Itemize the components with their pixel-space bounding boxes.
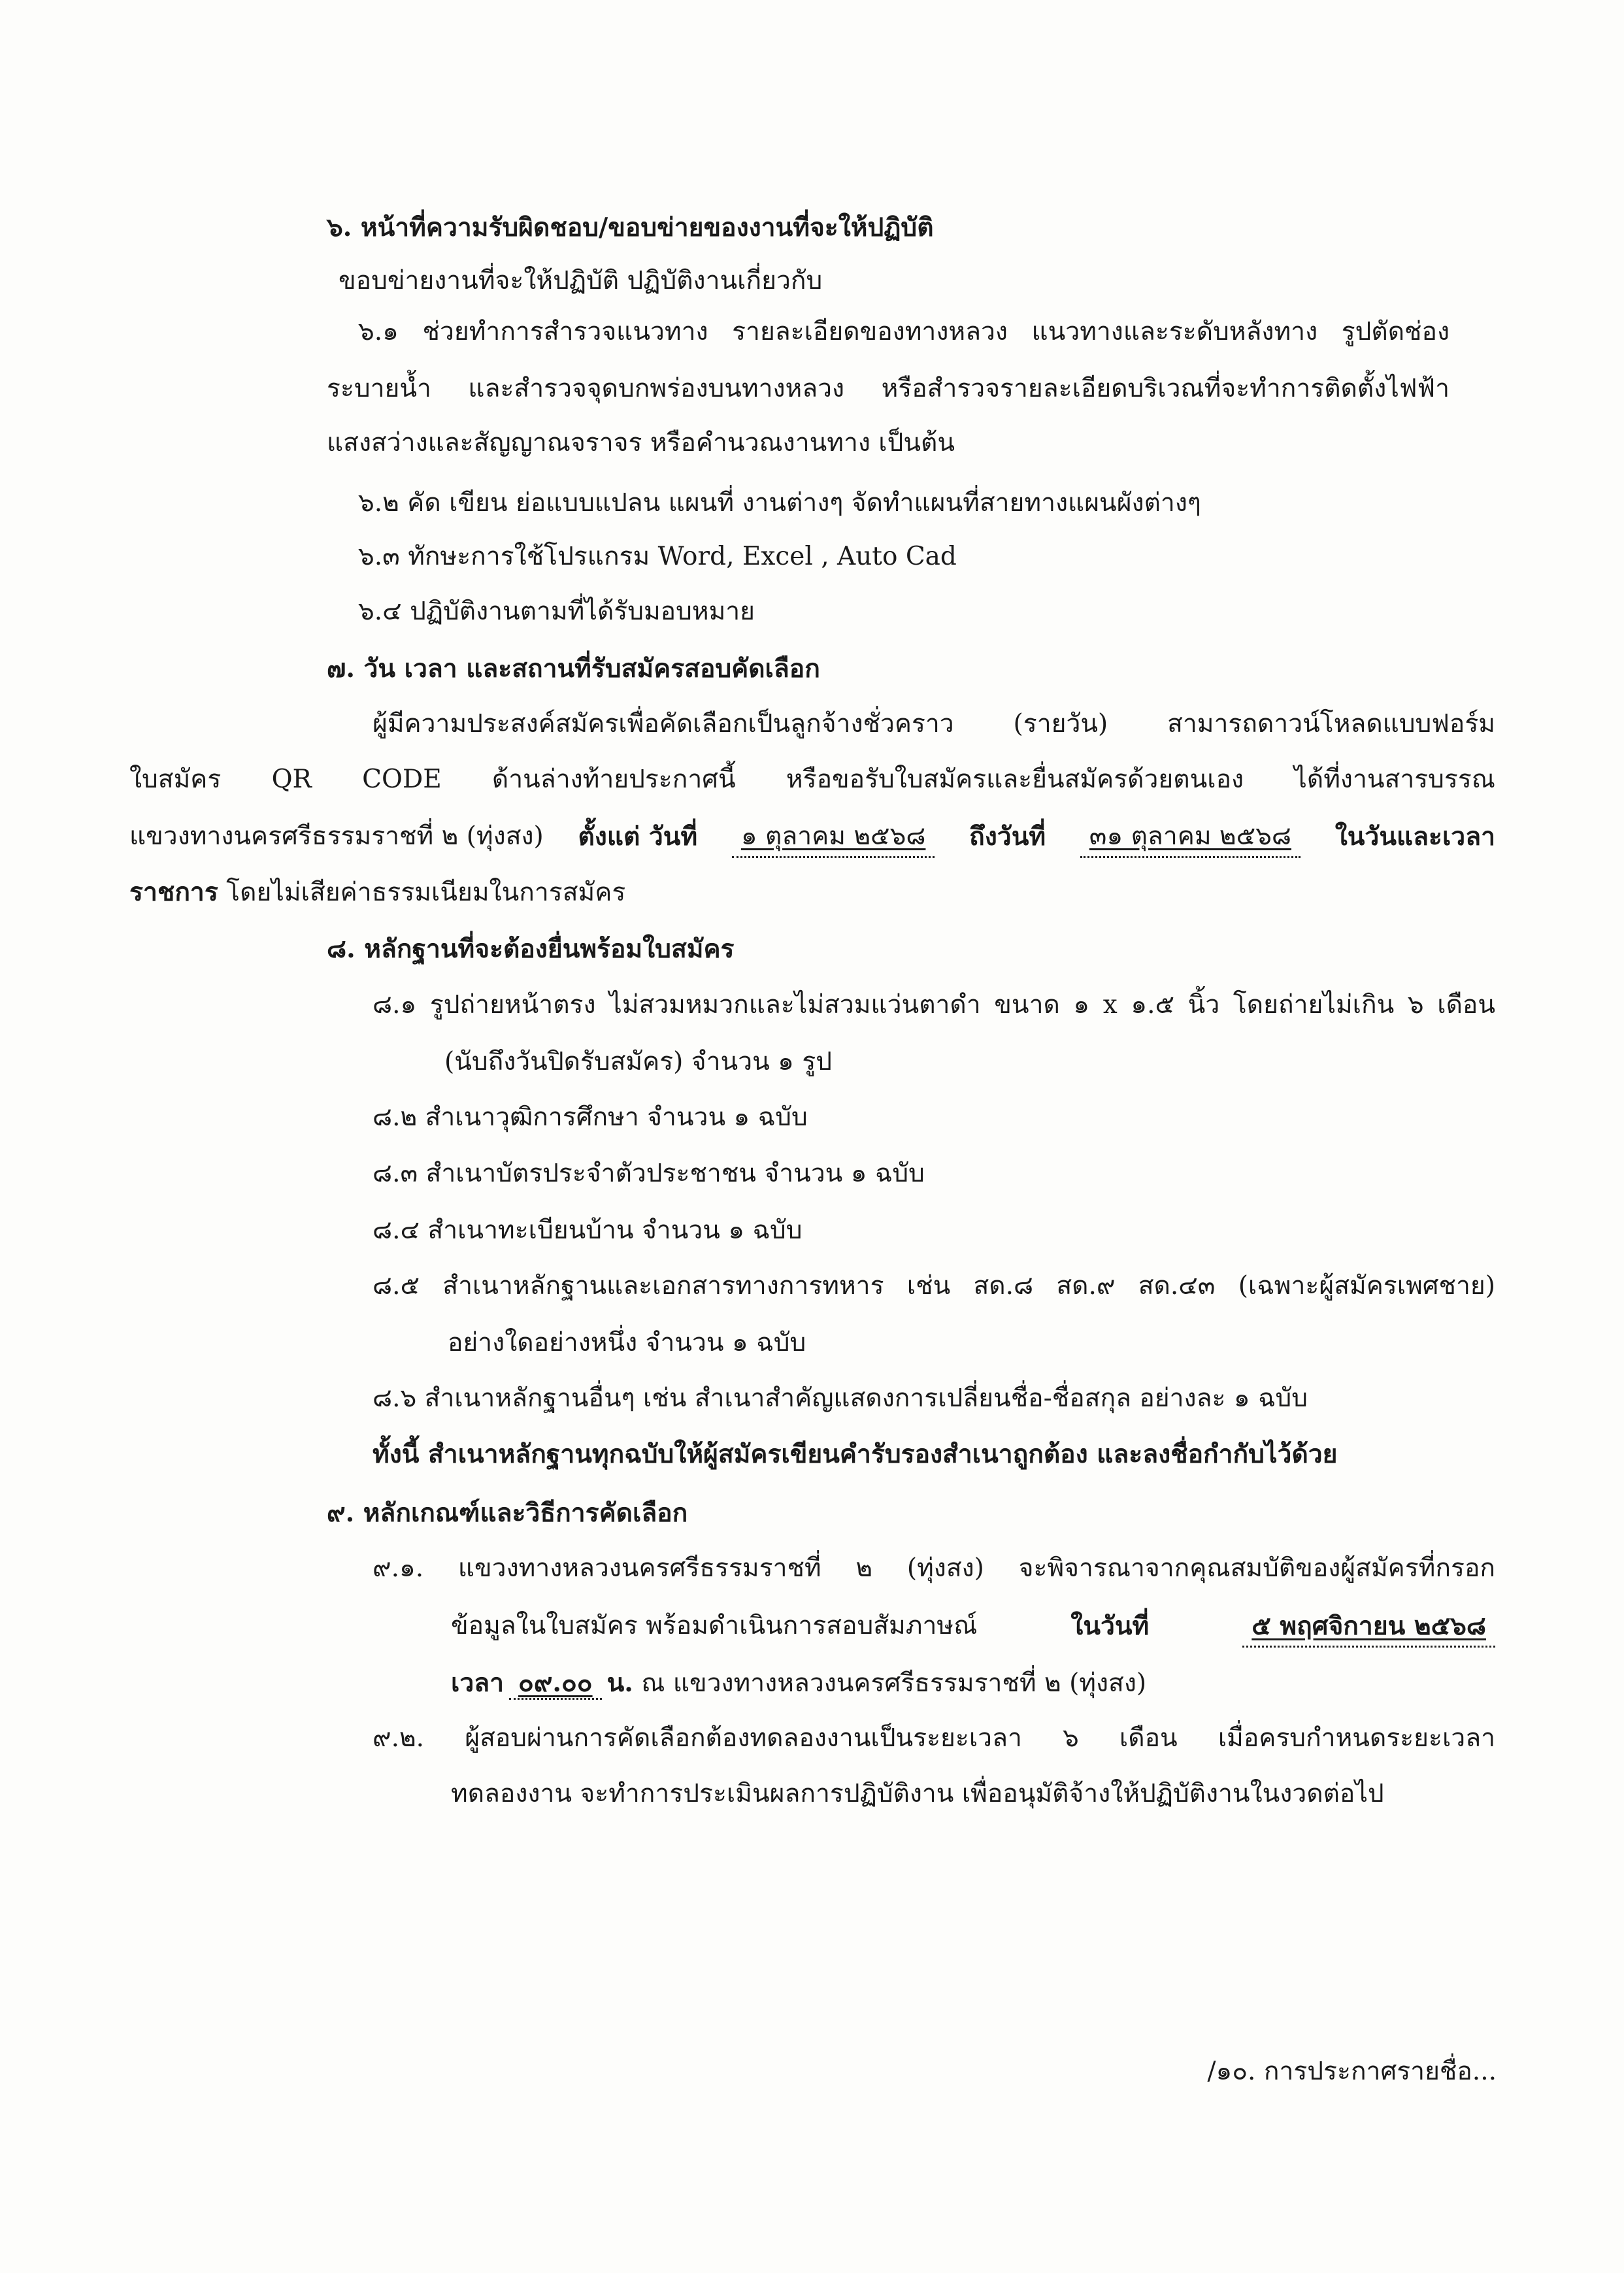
interview-time: ๐๙.๐๐ — [509, 1668, 602, 1700]
section-7-para-line1: ผู้มีความประสงค์สมัครเพื่อคัดเลือกเป็นลูกจ้างชั่วคราว (รายวัน) สามารถดาวน์โหลดแบบฟอร์ม — [373, 709, 1495, 738]
item-9-1-line1: ๙.๑. แขวงทางหลวงนครศรีธรรมราชที่ ๒ (ทุ่งสง) จะพิจารณาจากคุณสมบัติของผู้สมัครที่กรอก — [373, 1553, 1495, 1583]
section-6-intro: ขอบข่ายงานที่จะให้ปฏิบัติ ปฏิบัติงานเกี่ยวกับ — [339, 266, 823, 295]
item-8-1-line2: (นับถึงวันปิดรับสมัคร) จำนวน ๑ รูป — [444, 1047, 833, 1076]
item-8-5-line2: อย่างใดอย่างหนึ่ง จำนวน ๑ ฉบับ — [448, 1328, 806, 1357]
item-6-1-line2: ระบายน้ำ และสำรวจจุดบกพร่องบนทางหลวง หรือสำรวจรายละเอียดบริเวณที่จะทำการติดตั้งไฟฟ้า — [327, 374, 1450, 403]
section-7-heading: ๗. วัน เวลา และสถานที่รับสมัครสอบคัดเลือก — [327, 654, 820, 684]
section-8-heading: ๘. หลักฐานที่จะต้องยื่นพร้อมใบสมัคร — [327, 934, 735, 964]
time-label: เวลา — [451, 1668, 505, 1698]
item-8-5-line1: ๘.๕ สำเนาหลักฐานและเอกสารทางการทหาร เช่น สด.๘ สด.๙ สด.๔๓ (เฉพาะผู้สมัครเพศชาย) — [373, 1271, 1495, 1301]
section-8-note: ทั้งนี้ สำเนาหลักฐานทุกฉบับให้ผู้สมัครเขียนคำรับรองสำเนาถูกต้อง และลงชื่อกำกับไว้ด้วย — [373, 1439, 1338, 1469]
item-8-3: ๘.๓ สำเนาบัตรประจำตัวประชาชน จำนวน ๑ ฉบับ — [373, 1159, 925, 1188]
business-hours-label: ในวันและเวลา — [1334, 821, 1495, 852]
date-from: ๑ ตุลาคม ๒๕๖๘ — [732, 817, 935, 858]
section-6-heading: ๖. หน้าที่ความรับผิดชอบ/ขอบข่ายของงานที่จะให้ปฏิบัติ — [327, 212, 934, 242]
time-unit: น. — [606, 1668, 633, 1698]
continuation-footer: /๑๐. การประกาศรายชื่อ... — [1207, 2057, 1497, 2086]
item-6-3: ๖.๓ ทักษะการใช้โปรแกรม Word, Excel , Auto Cad — [358, 542, 957, 571]
section-7-para-line2: ใบสมัคร QR CODE ด้านล่างท้ายประกาศนี้ หรือขอรับใบสมัครและยื่นสมัครด้วยตนเอง ได้ที่งานสารบรรณ — [129, 765, 1495, 794]
item-9-2-line2: ทดลองงาน จะทำการประเมินผลการปฏิบัติงาน เพื่ออนุมัติจ้างให้ปฏิบัติงานในงวดต่อไป — [451, 1779, 1384, 1808]
date-to: ๓๑ ตุลาคม ๒๕๖๘ — [1080, 817, 1301, 858]
item-8-2: ๘.๒ สำเนาวุฒิการศึกษา จำนวน ๑ ฉบับ — [373, 1103, 808, 1132]
item-9-1-line3 — [451, 1663, 1146, 1703]
interview-text: ข้อมูลในใบสมัคร พร้อมดำเนินการสอบสัมภาษณ์ — [451, 1611, 978, 1640]
interview-place: ณ แขวงทางหลวงนครศรีธรรมราชที่ ๒ (ทุ่งสง) — [633, 1668, 1147, 1698]
section-7-para-line3 — [129, 817, 1495, 858]
interview-date-label: ในวันที่ — [1070, 1611, 1150, 1641]
official-label: ราชการ — [129, 877, 218, 907]
no-fee-text: โดยไม่เสียค่าธรรมเนียมในการสมัคร — [218, 878, 626, 907]
from-label: ตั้งแต่ วันที่ — [578, 821, 698, 852]
item-9-1-line2 — [451, 1606, 1495, 1648]
item-6-4: ๖.๔ ปฏิบัติงานตามที่ได้รับมอบหมาย — [358, 597, 755, 626]
to-label: ถึงวันที่ — [969, 821, 1046, 852]
item-6-1-line3: แสงสว่างและสัญญาณจราจร หรือคำนวณงานทาง เป็นต้น — [327, 428, 955, 457]
interview-date: ๕ พฤศจิกายน ๒๕๖๘ — [1242, 1606, 1495, 1648]
office-name: แขวงทางนครศรีธรรมราชที่ ๒ (ทุ่งสง) — [129, 821, 544, 851]
item-8-6: ๘.๖ สำเนาหลักฐานอื่นๆ เช่น สำเนาสำคัญแสดงการเปลี่ยนชื่อ-ชื่อสกุล อย่างละ ๑ ฉบับ — [373, 1384, 1308, 1413]
section-7-para-line4 — [129, 872, 625, 912]
item-8-4: ๘.๔ สำเนาทะเบียนบ้าน จำนวน ๑ ฉบับ — [373, 1216, 803, 1245]
section-9-heading: ๙. หลักเกณฑ์และวิธีการคัดเลือก — [327, 1498, 688, 1528]
item-8-1-line1: ๘.๑ รูปถ่ายหน้าตรง ไม่สวมหมวกและไม่สวมแว่นตาดำ ขนาด ๑ x ๑.๕ นิ้ว โดยถ่ายไม่เกิน ๖ เดือน — [373, 990, 1495, 1020]
item-9-2-line1: ๙.๒. ผู้สอบผ่านการคัดเลือกต้องทดลองงานเป็นระยะเวลา ๖ เดือน เมื่อครบกำหนดระยะเวลา — [373, 1723, 1495, 1753]
item-6-1-line1: ๖.๑ ช่วยทำการสำรวจแนวทาง รายละเอียดของทางหลวง แนวทางและระดับหลังทาง รูปตัดช่อง — [358, 317, 1450, 346]
item-6-2: ๖.๒ คัด เขียน ย่อแบบแปลน แผนที่ งานต่างๆ จัดทำแผนที่สายทางแผนผังต่างๆ — [358, 488, 1201, 518]
